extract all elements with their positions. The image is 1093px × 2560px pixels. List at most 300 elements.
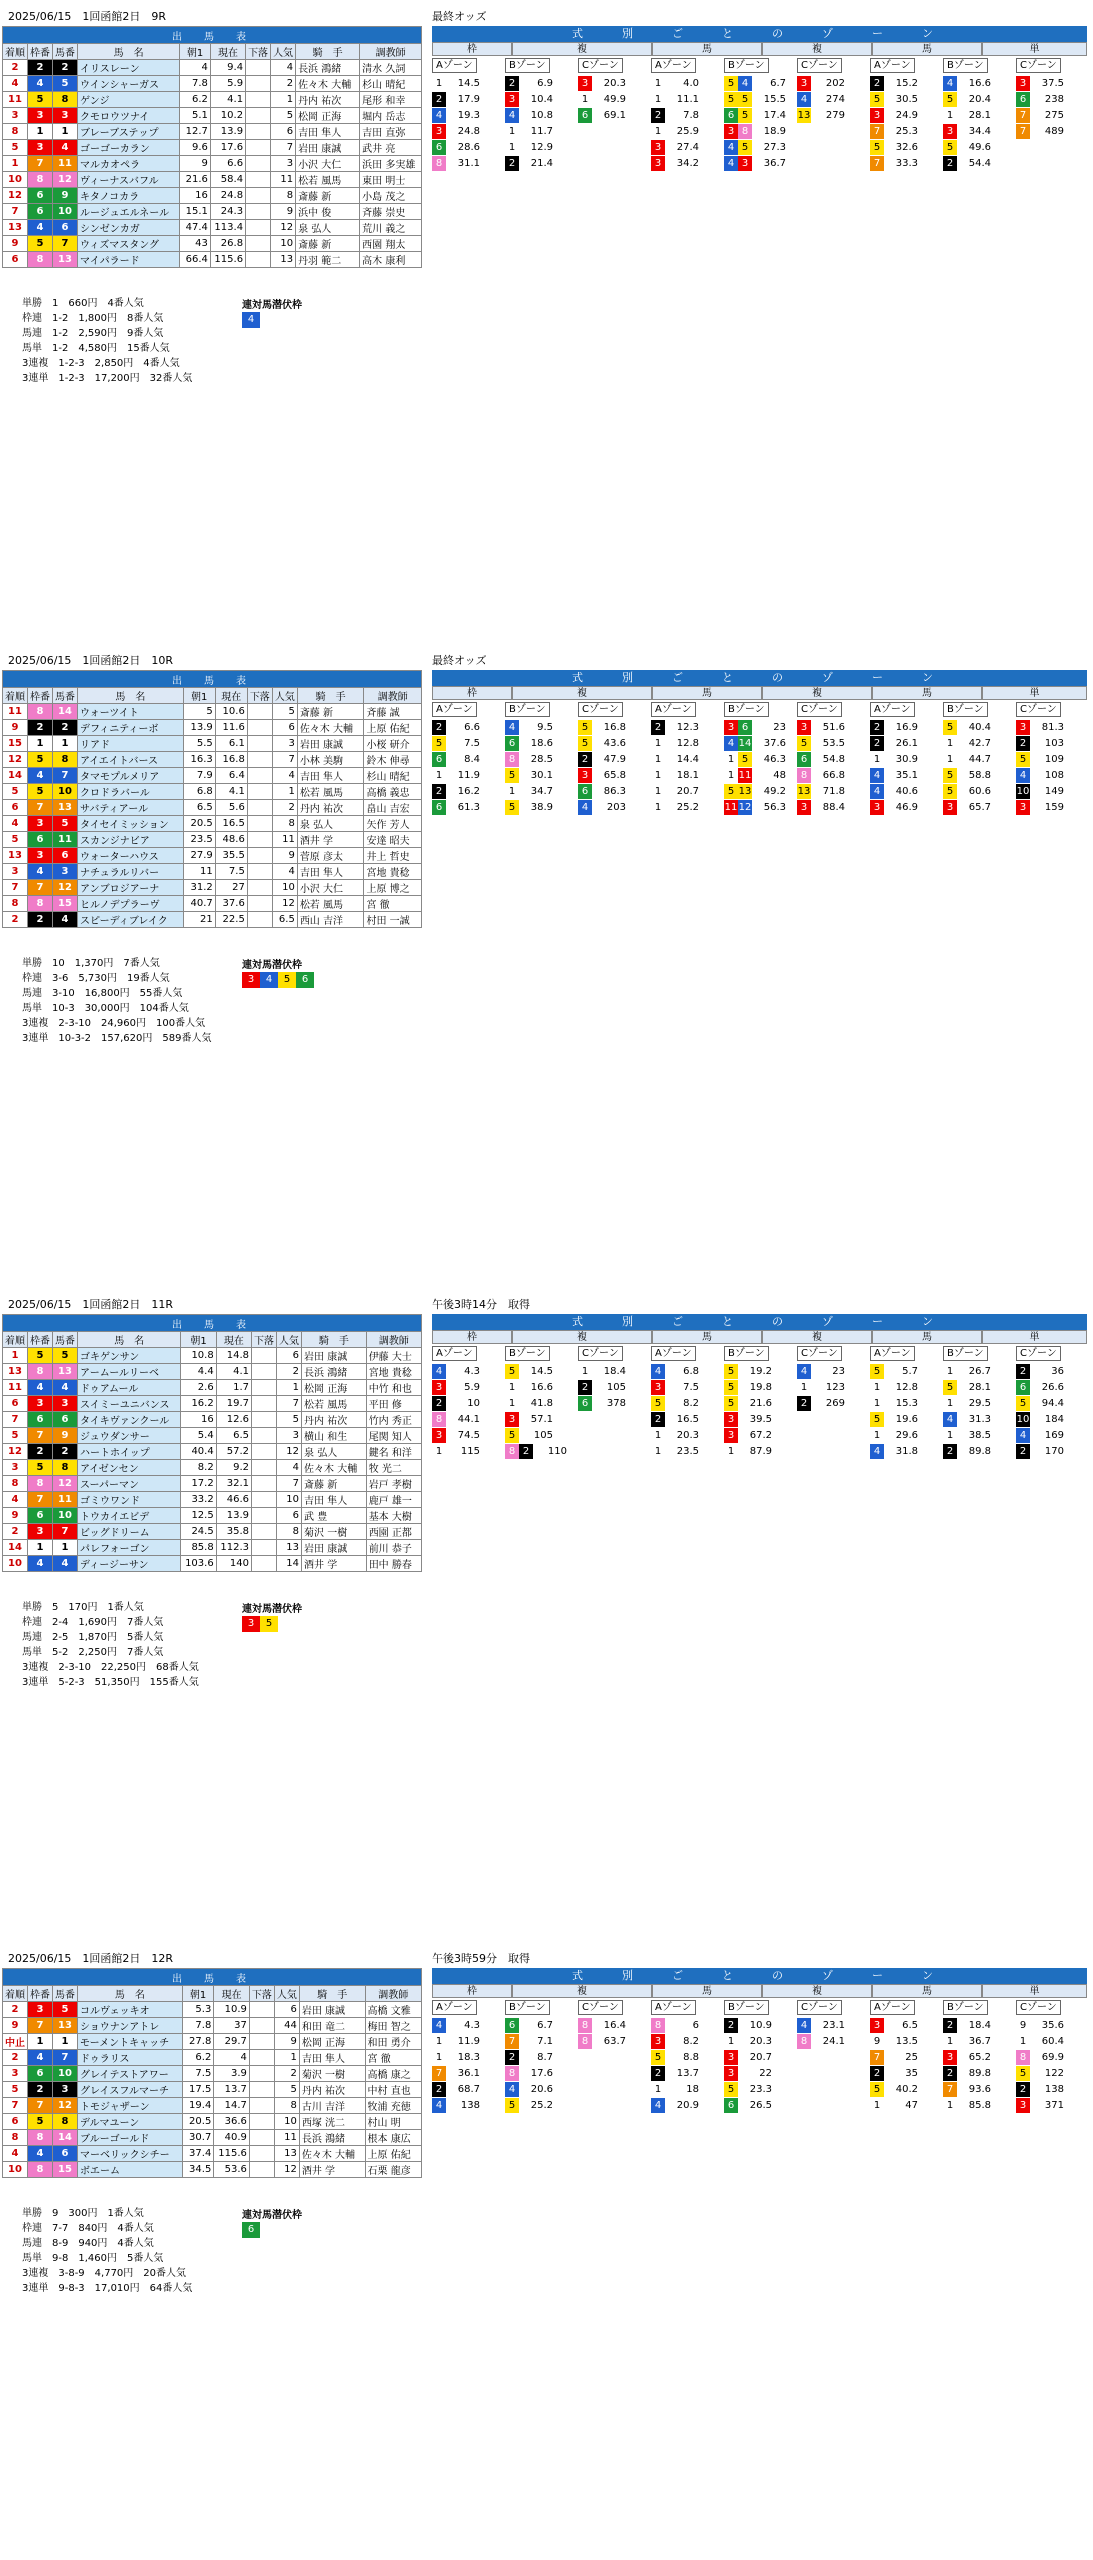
zone-cell xyxy=(432,2050,482,2065)
morning-odds: 33.2 xyxy=(181,1492,216,1508)
table-row[interactable] xyxy=(3,156,422,172)
zone-horse: 1 xyxy=(724,768,738,783)
zone-group-uma: 馬 xyxy=(872,686,982,700)
zone-label-b: Bゾーン xyxy=(943,58,988,73)
zone-horse: 1 xyxy=(505,124,519,139)
zone-horse: 7 xyxy=(870,2050,884,2065)
popularity: 8 xyxy=(274,2098,299,2114)
table-row[interactable] xyxy=(3,2002,422,2018)
zone-cell xyxy=(1016,2050,1066,2065)
zone-value: 56.3 xyxy=(763,802,786,813)
zone-group-uma: 馬 xyxy=(652,1330,762,1344)
table-row[interactable] xyxy=(3,832,422,848)
trainer: 鈴木 伸尋 xyxy=(364,752,422,768)
jockey: 岩田 康誠 xyxy=(302,1540,367,1556)
finish-rank: 10 xyxy=(3,172,28,188)
diff-cell xyxy=(247,848,272,864)
table-row[interactable] xyxy=(3,800,422,816)
zone-cell xyxy=(870,736,920,751)
zone-title: 式 別 ご と の ゾ ー ン xyxy=(432,26,1087,42)
payout-line: 3連複 2-3-10 24,960円 100番人気 xyxy=(22,1018,206,1029)
jockey: 長浜 鴻緒 xyxy=(302,1364,367,1380)
zone-value: 68.7 xyxy=(457,2084,480,2095)
horse-name: ビッグドリーム xyxy=(78,1524,181,1540)
zone-horse: 6 xyxy=(432,800,446,815)
finish-rank: 4 xyxy=(3,2146,28,2162)
zone-group-fuku: 複 xyxy=(762,42,872,56)
zone-horse: 3 xyxy=(870,108,884,123)
popularity: 7 xyxy=(272,752,297,768)
trainer: 村田 一誠 xyxy=(364,912,422,928)
table-row[interactable] xyxy=(3,2114,422,2130)
col-uma: 馬番 xyxy=(53,44,78,60)
zone-value: 6.5 xyxy=(902,2020,918,2031)
table-row[interactable] xyxy=(3,736,422,752)
zone-horse: 6 xyxy=(797,752,811,767)
zone-value: 65.8 xyxy=(603,770,626,781)
zone-horse: 3 xyxy=(870,2018,884,2033)
zone-value: 12.8 xyxy=(895,1382,918,1393)
zone-cell xyxy=(797,736,847,751)
finish-rank: 6 xyxy=(3,2114,28,2130)
trainer: 高橋 康之 xyxy=(365,2066,421,2082)
zone-horse: 8 xyxy=(578,2018,592,2033)
morning-odds: 9 xyxy=(180,156,211,172)
zone-horse: 2 xyxy=(651,2066,665,2081)
jockey: 岩田 康誠 xyxy=(299,2002,365,2018)
morning-odds: 85.8 xyxy=(181,1540,216,1556)
zone-value: 12.8 xyxy=(676,738,699,749)
jockey: 吉田 隼人 xyxy=(297,864,364,880)
zone-label-a: Aゾーン xyxy=(870,1346,915,1361)
popularity: 11 xyxy=(274,2130,299,2146)
zone-value: 109 xyxy=(1044,754,1064,765)
col-pop: 人気 xyxy=(274,1986,299,2002)
current-odds: 4.1 xyxy=(215,784,247,800)
waku-number: 5 xyxy=(28,2114,53,2130)
table-row[interactable] xyxy=(3,108,422,124)
table-row[interactable] xyxy=(3,864,422,880)
zone-label-c: Cゾーン xyxy=(1016,1346,1061,1361)
table-row[interactable] xyxy=(3,1524,422,1540)
popularity: 10 xyxy=(277,1492,302,1508)
table-row[interactable] xyxy=(3,1508,422,1524)
trainer: 和田 勇介 xyxy=(365,2034,421,2050)
zone-value: 24.1 xyxy=(822,2036,845,2047)
popularity: 2 xyxy=(271,76,296,92)
table-row[interactable] xyxy=(3,1492,422,1508)
table-row[interactable] xyxy=(3,124,422,140)
table-row[interactable] xyxy=(3,204,422,220)
table-row[interactable] xyxy=(3,60,422,76)
zone-cell xyxy=(943,92,993,107)
popularity: 6 xyxy=(272,720,297,736)
zone-horse: 13 xyxy=(797,786,811,797)
diff-cell xyxy=(246,60,271,76)
zone-label-a: Aゾーン xyxy=(432,2000,477,2015)
finish-rank: 4 xyxy=(3,816,28,832)
table-row[interactable] xyxy=(3,188,422,204)
zone-value: 17.6 xyxy=(530,2068,553,2079)
zone-value: 28.1 xyxy=(968,1382,991,1393)
zone-value: 34.2 xyxy=(676,158,699,169)
jockey: 菊沢 一樹 xyxy=(299,2066,365,2082)
table-row[interactable] xyxy=(3,2018,422,2034)
zone-cell xyxy=(505,752,555,767)
zone-value: 30.9 xyxy=(895,754,918,765)
zone-horse: 1 xyxy=(1016,2034,1030,2049)
horse-number: 2 xyxy=(53,1444,78,1460)
table-row[interactable] xyxy=(3,1556,422,1572)
col-name: 馬 名 xyxy=(78,1986,183,2002)
zone-value: 8.2 xyxy=(683,1398,699,1409)
zone-horse: 4 xyxy=(505,2082,519,2097)
jockey: 斎藤 新 xyxy=(296,188,360,204)
popularity: 2 xyxy=(274,2066,299,2082)
table-title: 出 馬 表 xyxy=(3,1969,422,1986)
zone-horse: 14 xyxy=(738,738,752,749)
morning-odds: 10.8 xyxy=(181,1348,216,1364)
diff-cell xyxy=(249,2050,274,2066)
finish-rank: 5 xyxy=(3,140,28,156)
jockey: 小林 美駒 xyxy=(297,752,364,768)
diff-cell xyxy=(246,204,271,220)
zone-cell xyxy=(724,2066,774,2081)
zone-value: 87.9 xyxy=(749,1446,772,1457)
zone-value: 22 xyxy=(759,2068,772,2079)
popularity: 4 xyxy=(272,768,297,784)
zone-value: 14.4 xyxy=(676,754,699,765)
horse-name: スイミーユニバンス xyxy=(78,1396,181,1412)
horse-number: 6 xyxy=(53,220,78,236)
table-row[interactable] xyxy=(3,140,422,156)
finish-rank: 1 xyxy=(3,156,28,172)
zone-value: 35 xyxy=(905,2068,918,2079)
horse-name: ゴーゴーカラン xyxy=(78,140,180,156)
renpa-waku: 5 xyxy=(278,972,296,988)
horse-number: 12 xyxy=(53,880,78,896)
zone-cell xyxy=(505,2034,555,2049)
diff-cell xyxy=(247,864,272,880)
zone-cell xyxy=(943,752,993,767)
col-odds1: 朝1 xyxy=(180,44,211,60)
payout-line: 3連単 5-2-3 51,350円 155番人気 xyxy=(22,1677,199,1688)
zone-cell xyxy=(1016,1364,1066,1379)
zone-value: 138 xyxy=(460,2100,480,2111)
table-row[interactable] xyxy=(3,252,422,268)
table-row[interactable] xyxy=(3,848,422,864)
zone-cell xyxy=(505,156,555,171)
table-row[interactable] xyxy=(3,720,422,736)
finish-rank: 中止 xyxy=(3,2034,28,2050)
diff-cell xyxy=(246,220,271,236)
diff-cell xyxy=(246,156,271,172)
horse-name: トモジャザーン xyxy=(78,2098,183,2114)
diff-cell xyxy=(246,76,271,92)
table-row[interactable] xyxy=(3,768,422,784)
zone-value: 16.6 xyxy=(530,1382,553,1393)
zone-horse: 4 xyxy=(651,1364,665,1379)
table-row[interactable] xyxy=(3,1476,422,1492)
waku-number: 5 xyxy=(28,752,53,768)
zone-value: 69.9 xyxy=(1041,2052,1064,2063)
trainer: 田中 勝春 xyxy=(366,1556,421,1572)
zone-value: 18 xyxy=(686,2084,699,2095)
payout-line: 3連単 9-8-3 17,010円 64番人気 xyxy=(22,2283,193,2294)
zone-horse: 9 xyxy=(1016,2018,1030,2033)
zone-cell xyxy=(432,92,482,107)
morning-odds: 27.8 xyxy=(182,2034,213,2050)
trainer: 宮 徹 xyxy=(365,2050,421,2066)
zone-cell xyxy=(505,2066,555,2081)
table-row[interactable] xyxy=(3,2034,422,2050)
odds-title: 最終オッズ xyxy=(432,10,487,23)
zone-cell xyxy=(797,1380,847,1395)
renpa-waku: 3 xyxy=(242,1616,260,1632)
horse-number: 5 xyxy=(53,76,78,92)
table-row[interactable] xyxy=(3,2098,422,2114)
current-odds: 14.7 xyxy=(214,2098,250,2114)
trainer: 鍵名 和洋 xyxy=(366,1444,421,1460)
zone-value: 10 xyxy=(467,1398,480,1409)
morning-odds: 20.5 xyxy=(183,816,215,832)
col-pop: 人気 xyxy=(277,1332,302,1348)
horse-name: シンゼンカガ xyxy=(78,220,180,236)
diff-cell xyxy=(249,2002,274,2018)
table-row[interactable] xyxy=(3,912,422,928)
trainer: 尾形 和幸 xyxy=(360,92,422,108)
horse-number: 7 xyxy=(53,2050,78,2066)
waku-number: 1 xyxy=(28,736,53,752)
table-row[interactable] xyxy=(3,816,422,832)
zone-cell xyxy=(432,76,482,91)
waku-number: 4 xyxy=(28,2050,53,2066)
zone-value: 86.3 xyxy=(603,786,626,797)
morning-odds: 30.7 xyxy=(182,2130,213,2146)
zone-group-tan: 単 xyxy=(982,686,1087,700)
zone-horse: 2 xyxy=(943,156,957,171)
zone-horse: 1 xyxy=(505,140,519,155)
popularity: 9 xyxy=(272,848,297,864)
zone-value: 10.4 xyxy=(530,94,553,105)
zone-value: 18.6 xyxy=(530,738,553,749)
payout-line: 3連複 1-2-3 2,850円 4番人気 xyxy=(22,358,180,369)
zone-horse: 3 xyxy=(724,1412,738,1427)
table-row[interactable] xyxy=(3,1348,422,1364)
jockey: 古川 吉洋 xyxy=(299,2098,365,2114)
zone-value: 11.1 xyxy=(676,94,699,105)
diff-cell xyxy=(247,752,272,768)
finish-rank: 11 xyxy=(3,92,28,108)
zone-value: 123 xyxy=(825,1382,845,1393)
waku-number: 7 xyxy=(28,1428,53,1444)
popularity: 1 xyxy=(274,2050,299,2066)
table-row[interactable] xyxy=(3,896,422,912)
col-waku: 枠番 xyxy=(28,44,53,60)
col-odds2: 現在 xyxy=(216,1332,251,1348)
zone-cell xyxy=(724,76,788,91)
popularity: 8 xyxy=(277,1524,302,1540)
trainer: 尾関 知人 xyxy=(366,1428,421,1444)
finish-rank: 6 xyxy=(3,1396,28,1412)
zone-value: 24.9 xyxy=(895,110,918,121)
table-row[interactable] xyxy=(3,1396,422,1412)
zone-value: 122 xyxy=(1044,2068,1064,2079)
payout-list xyxy=(22,2206,192,2296)
table-title: 出 馬 表 xyxy=(3,671,422,688)
payout-line: 馬連 3-10 16,800円 55番人気 xyxy=(22,988,183,999)
zone-label-a: Aゾーン xyxy=(651,702,696,717)
waku-number: 4 xyxy=(28,768,53,784)
zone-horse: 1 xyxy=(651,124,665,139)
zone-cell xyxy=(651,2066,701,2081)
table-row[interactable] xyxy=(3,236,422,252)
diff-cell xyxy=(247,720,272,736)
table-row[interactable] xyxy=(3,1428,422,1444)
zone-value: 88.4 xyxy=(822,802,845,813)
zone-value: 149 xyxy=(1044,786,1064,797)
zone-horse: 6 xyxy=(724,108,738,123)
zone-cell xyxy=(432,2018,482,2033)
table-row[interactable] xyxy=(3,2066,422,2082)
table-row[interactable] xyxy=(3,92,422,108)
table-row[interactable] xyxy=(3,784,422,800)
zone-group-fuku: 複 xyxy=(512,1984,652,1998)
payout-line: 枠連 2-4 1,690円 7番人気 xyxy=(22,1617,164,1628)
zone-cell xyxy=(578,2034,628,2049)
table-row[interactable] xyxy=(3,1540,422,1556)
jockey: 岩田 康誠 xyxy=(297,736,364,752)
jockey: 酒井 学 xyxy=(297,832,364,848)
zone-group-tan: 単 xyxy=(982,1330,1087,1344)
race-block xyxy=(0,8,1093,608)
col-trainer: 調教師 xyxy=(366,1332,421,1348)
table-row[interactable] xyxy=(3,1364,422,1380)
morning-odds: 20.5 xyxy=(182,2114,213,2130)
table-row[interactable] xyxy=(3,2162,422,2178)
table-row[interactable] xyxy=(3,172,422,188)
zone-horse: 1 xyxy=(870,1396,884,1411)
trainer: 宮 徹 xyxy=(364,896,422,912)
zone-value: 35.6 xyxy=(1041,2020,1064,2031)
zone-cell xyxy=(943,768,993,783)
zone-value: 7.5 xyxy=(683,1382,699,1393)
table-row[interactable] xyxy=(3,752,422,768)
zone-label-a: Aゾーン xyxy=(651,2000,696,2015)
zone-horse: 3 xyxy=(1016,76,1030,91)
horse-name: ドゥラリス xyxy=(78,2050,183,2066)
zone-value: 105 xyxy=(533,1430,553,1441)
morning-odds: 40.4 xyxy=(181,1444,216,1460)
zone-value: 7.8 xyxy=(683,110,699,121)
zone-horse: 1 xyxy=(651,736,665,751)
table-row[interactable] xyxy=(3,1412,422,1428)
table-row[interactable] xyxy=(3,2130,422,2146)
payout-line: 3連複 2-3-10 22,250円 68番人気 xyxy=(22,1662,199,1673)
zone-cell xyxy=(1016,2066,1066,2081)
table-row[interactable] xyxy=(3,2146,422,2162)
horse-number: 10 xyxy=(53,204,78,220)
zone-cell xyxy=(651,92,701,107)
zone-horse: 2 xyxy=(505,2050,519,2065)
zone-value: 20.3 xyxy=(676,1430,699,1441)
zone-label-c: Cゾーン xyxy=(1016,2000,1061,2015)
zone-cell xyxy=(943,108,993,123)
current-odds: 5.6 xyxy=(215,800,247,816)
entry-table xyxy=(2,1314,422,1572)
current-odds: 3.9 xyxy=(214,2066,250,2082)
zone-cell xyxy=(1016,1428,1066,1443)
zone-value: 115 xyxy=(460,1446,480,1457)
zone-horse: 5 xyxy=(943,1380,957,1395)
popularity: 4 xyxy=(271,60,296,76)
table-row[interactable] xyxy=(3,1380,422,1396)
col-jockey: 騎 手 xyxy=(302,1332,367,1348)
zone-label-c: Cゾーン xyxy=(797,702,842,717)
table-row[interactable] xyxy=(3,704,422,720)
zone-value: 41.8 xyxy=(530,1398,553,1409)
zone-cell xyxy=(651,1380,701,1395)
horse-number: 12 xyxy=(53,172,78,188)
zone-value: 47.9 xyxy=(603,754,626,765)
table-row[interactable] xyxy=(3,2050,422,2066)
horse-number: 10 xyxy=(53,2066,78,2082)
table-row[interactable] xyxy=(3,1460,422,1476)
finish-rank: 7 xyxy=(3,880,28,896)
horse-name: タイセイミッション xyxy=(78,816,184,832)
zone-cell xyxy=(797,1396,847,1411)
payout-line: 馬単 10-3 30,000円 104番人気 xyxy=(22,1003,189,1014)
waku-number: 6 xyxy=(28,1508,53,1524)
zone-group-tan: 単 xyxy=(982,1984,1087,1998)
popularity: 12 xyxy=(271,220,296,236)
zone-horse: 2 xyxy=(651,1412,665,1427)
zone-horse: 4 xyxy=(578,800,592,815)
current-odds: 46.6 xyxy=(216,1492,251,1508)
jockey: 菅原 彦太 xyxy=(297,848,364,864)
zone-horse: 3 xyxy=(432,1380,446,1395)
zone-horse: 8 xyxy=(738,124,752,139)
zone-value: 35.1 xyxy=(895,770,918,781)
horse-name: コルヴェッキオ xyxy=(78,2002,183,2018)
table-row[interactable] xyxy=(3,2082,422,2098)
zone-cell xyxy=(870,156,920,171)
table-row[interactable] xyxy=(3,220,422,236)
zone-value: 19.2 xyxy=(749,1366,772,1377)
zone-value: 14.5 xyxy=(530,1366,553,1377)
trainer: 高木 康利 xyxy=(360,252,422,268)
zone-cell xyxy=(432,800,482,815)
zone-cell xyxy=(578,76,628,91)
payout-line: 馬連 1-2 2,590円 9番人気 xyxy=(22,328,164,339)
table-row[interactable] xyxy=(3,1444,422,1460)
popularity: 6 xyxy=(271,124,296,140)
current-odds: 48.6 xyxy=(215,832,247,848)
horse-name: ルージュエルネール xyxy=(78,204,180,220)
zone-horse: 1 xyxy=(432,1444,446,1459)
table-row[interactable] xyxy=(3,76,422,92)
zone-value: 28.5 xyxy=(530,754,553,765)
morning-odds: 15.1 xyxy=(180,204,211,220)
zone-cell xyxy=(797,76,847,91)
table-row[interactable] xyxy=(3,880,422,896)
zone-cell xyxy=(797,752,847,767)
zone-cell xyxy=(505,1412,555,1427)
col-odds2: 現在 xyxy=(210,44,245,60)
current-odds: 10.9 xyxy=(214,2002,250,2018)
trainer: 浜田 多実雄 xyxy=(360,156,422,172)
zone-label-b: Bゾーン xyxy=(505,1346,550,1361)
